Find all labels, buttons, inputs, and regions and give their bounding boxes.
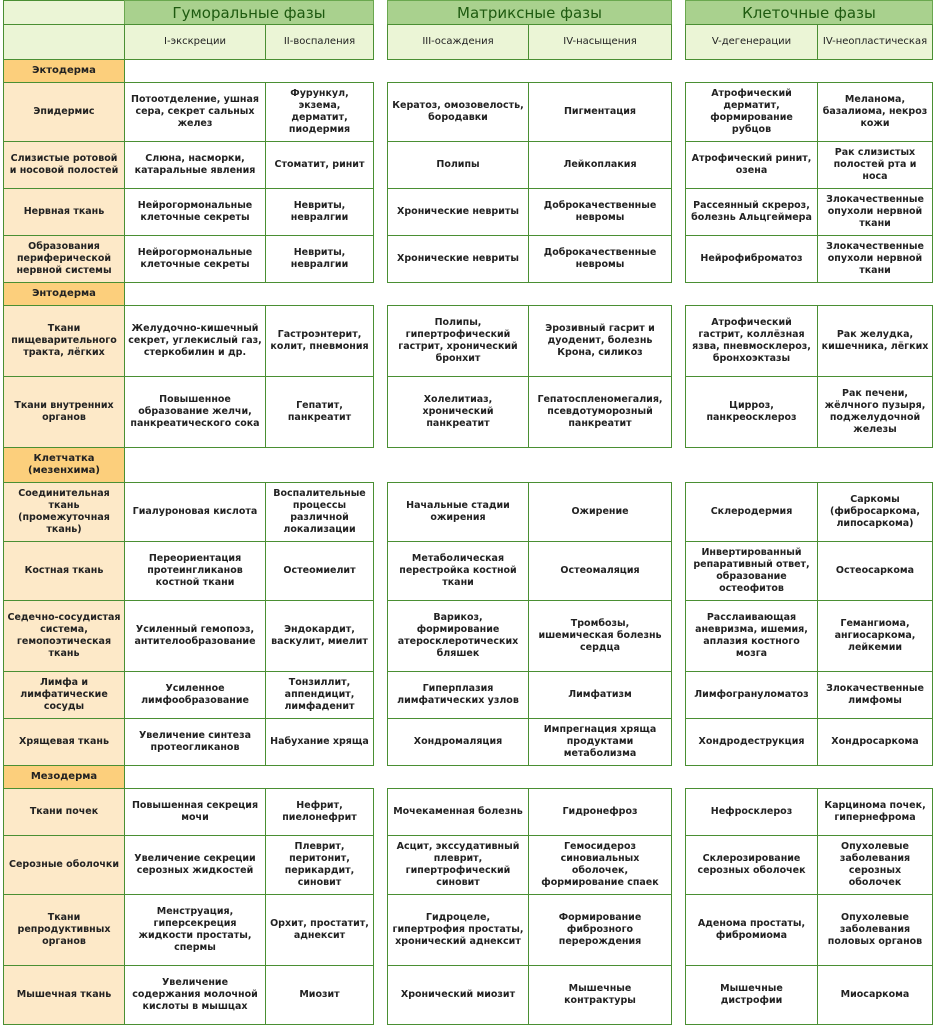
- table-cell-0-2: Кератоз, омозовелость, бородавки: [387, 82, 529, 142]
- table-cell-12-5: Опухолевые заболевания серозных оболочек: [817, 835, 933, 895]
- table-cell-14-5: Миосаркома: [817, 965, 933, 1025]
- subphase-4: IV-насыщения: [528, 24, 672, 60]
- table-cell-11-1: Нефрит, пиелонефрит: [265, 788, 374, 836]
- table-cell-1-3: Лейкоплакия: [528, 141, 672, 189]
- table-cell-13-4: Аденома простаты, фибромиома: [685, 894, 818, 966]
- table-cell-4-3: Эрозивный гасрит и дуоденит, болезнь Крона, силикоз: [528, 305, 672, 377]
- header-blank-sub: [3, 24, 125, 60]
- table-cell-10-5: Хондросаркома: [817, 718, 933, 766]
- section-ecto: Эктодерма: [3, 59, 125, 83]
- table-cell-3-1: Невриты, невралгии: [265, 235, 374, 283]
- table-cell-11-2: Мочекаменная болезнь: [387, 788, 529, 836]
- table-cell-1-0: Слюна, насморки, катаральные явления: [124, 141, 266, 189]
- table-cell-3-0: Нейрогормональные клеточные секреты: [124, 235, 266, 283]
- table-cell-8-0: Усиленный гемопоэз, антителообразование: [124, 600, 266, 672]
- table-cell-9-0: Усиленное лимфообразование: [124, 671, 266, 719]
- table-cell-5-5: Рак печени, жёлчного пузыря, поджелудочной железы: [817, 376, 933, 448]
- table-cell-8-2: Варикоз, формирование атеросклеротических бляшек: [387, 600, 529, 672]
- table-cell-7-4: Инвертированный репаративный ответ, образование остеофитов: [685, 541, 818, 601]
- table-cell-10-1: Набухание хряща: [265, 718, 374, 766]
- row-label-13: Ткани репродуктивных органов: [3, 894, 125, 966]
- table-cell-13-2: Гидроцеле, гипертрофия простаты, хронический аднексит: [387, 894, 529, 966]
- table-cell-3-4: Нейрофиброматоз: [685, 235, 818, 283]
- table-cell-8-4: Расслаивающая аневризма, ишемия, аплазия костного мозга: [685, 600, 818, 672]
- table-cell-0-5: Меланома, базалиома, некроз кожи: [817, 82, 933, 142]
- table-cell-4-0: Желудочно-кишечный секрет, углекислый газ, стеркобилин и др.: [124, 305, 266, 377]
- table-cell-14-2: Хронический миозит: [387, 965, 529, 1025]
- table-cell-4-5: Рак желудка, кишечника, лёгких: [817, 305, 933, 377]
- phase-humoral: Гуморальные фазы: [124, 0, 374, 25]
- table-cell-5-3: Гепатоспленомегалия, псевдотуморозный панкреатит: [528, 376, 672, 448]
- table-cell-4-2: Полипы, гипертрофический гастрит, хронический бронхит: [387, 305, 529, 377]
- table-cell-10-2: Хондромаляция: [387, 718, 529, 766]
- table-cell-7-1: Остеомиелит: [265, 541, 374, 601]
- table-cell-9-5: Злокачественные лимфомы: [817, 671, 933, 719]
- table-cell-7-0: Переориентация протеингликанов костной ткани: [124, 541, 266, 601]
- subphase-5: V-дегенерации: [685, 24, 818, 60]
- table-cell-7-5: Остеосаркома: [817, 541, 933, 601]
- table-cell-12-1: Плеврит, перитонит, перикардит, синовит: [265, 835, 374, 895]
- table-cell-8-1: Эндокардит, васкулит, миелит: [265, 600, 374, 672]
- table-cell-5-1: Гепатит, панкреатит: [265, 376, 374, 448]
- table-cell-6-1: Воспалительные процессы различной локализации: [265, 482, 374, 542]
- table-cell-12-4: Склерозирование серозных оболочек: [685, 835, 818, 895]
- section-mesench: Клетчатка (мезенхима): [3, 447, 125, 483]
- table-cell-9-3: Лимфатизм: [528, 671, 672, 719]
- section-meso: Мезодерма: [3, 765, 125, 789]
- table-cell-1-5: Рак слизистых полостей рта и носа: [817, 141, 933, 189]
- table-cell-5-2: Холелитиаз, хронический панкреатит: [387, 376, 529, 448]
- row-label-14: Мышечная ткань: [3, 965, 125, 1025]
- table-cell-13-3: Формирование фиброзного перерождения: [528, 894, 672, 966]
- table-cell-1-2: Полипы: [387, 141, 529, 189]
- table-cell-6-4: Склеродермия: [685, 482, 818, 542]
- table-cell-14-0: Увеличение содержания молочной кислоты в мышцах: [124, 965, 266, 1025]
- subphase-2: II-воспаления: [265, 24, 374, 60]
- table-cell-3-5: Злокачественные опухоли нервной ткани: [817, 235, 933, 283]
- table-cell-14-1: Миозит: [265, 965, 374, 1025]
- row-label-5: Ткани внутренних органов: [3, 376, 125, 448]
- row-label-2: Нервная ткань: [3, 188, 125, 236]
- table-cell-3-3: Доброкачественные невромы: [528, 235, 672, 283]
- section-endo: Энтодерма: [3, 282, 125, 306]
- table-cell-13-0: Менструация, гиперсекреция жидкости простаты, спермы: [124, 894, 266, 966]
- row-label-11: Ткани почек: [3, 788, 125, 836]
- table-cell-11-5: Карцинома почек, гипернефрома: [817, 788, 933, 836]
- table-cell-5-0: Повышенное образование желчи, панкреатического сока: [124, 376, 266, 448]
- table-cell-12-2: Асцит, экссудативный плеврит, гипертрофический синовит: [387, 835, 529, 895]
- table-cell-6-2: Начальные стадии ожирения: [387, 482, 529, 542]
- table-cell-0-3: Пигментация: [528, 82, 672, 142]
- table-cell-2-0: Нейрогормональные клеточные секреты: [124, 188, 266, 236]
- subphase-1: I-экскреции: [124, 24, 266, 60]
- table-cell-10-4: Хондродеструкция: [685, 718, 818, 766]
- table-cell-2-2: Хронические невриты: [387, 188, 529, 236]
- table-cell-8-5: Гемангиома, ангиосаркома, лейкемии: [817, 600, 933, 672]
- subphase-3: III-осаждения: [387, 24, 529, 60]
- table-cell-7-2: Метаболическая перестройка костной ткани: [387, 541, 529, 601]
- table-cell-2-5: Злокачественные опухоли нервной ткани: [817, 188, 933, 236]
- phase-matrix: Матриксные фазы: [387, 0, 672, 25]
- table-cell-1-4: Атрофический ринит, озена: [685, 141, 818, 189]
- table-cell-2-4: Рассеянный скрероз, болезнь Альцгеймера: [685, 188, 818, 236]
- table-cell-6-5: Саркомы (фибросаркома, липосаркома): [817, 482, 933, 542]
- table-cell-11-3: Гидронефроз: [528, 788, 672, 836]
- table-cell-12-3: Гемосидероз синовиальных оболочек, формирование спаек: [528, 835, 672, 895]
- table-cell-5-4: Цирроз, панкреосклероз: [685, 376, 818, 448]
- table-cell-0-4: Атрофический дерматит, формирование рубцов: [685, 82, 818, 142]
- row-label-0: Эпидермис: [3, 82, 125, 142]
- table-cell-11-4: Нефросклероз: [685, 788, 818, 836]
- row-label-3: Образования периферической нервной системы: [3, 235, 125, 283]
- phase-cellular: Клеточные фазы: [685, 0, 933, 25]
- table-cell-14-3: Мышечные контрактуры: [528, 965, 672, 1025]
- table-cell-8-3: Тромбозы, ишемическая болезнь сердца: [528, 600, 672, 672]
- table-cell-1-1: Стоматит, ринит: [265, 141, 374, 189]
- table-cell-6-0: Гиалуроновая кислота: [124, 482, 266, 542]
- row-label-6: Соединительная ткань (промежуточная ткань): [3, 482, 125, 542]
- table-cell-0-0: Потоотделение, ушная сера, секрет сальных желез: [124, 82, 266, 142]
- table-cell-2-3: Доброкачественные невромы: [528, 188, 672, 236]
- header-blank-top: [3, 0, 125, 25]
- row-label-9: Лимфа и лимфатические сосуды: [3, 671, 125, 719]
- table-cell-9-4: Лимфогрануломатоз: [685, 671, 818, 719]
- row-label-10: Хрящевая ткань: [3, 718, 125, 766]
- table-cell-10-3: Импрегнация хряща продуктами метаболизма: [528, 718, 672, 766]
- table-cell-10-0: Увеличение синтеза протеогликанов: [124, 718, 266, 766]
- table-cell-9-1: Тонзиллит, аппендицит, лимфаденит: [265, 671, 374, 719]
- table-cell-3-2: Хронические невриты: [387, 235, 529, 283]
- table-cell-12-0: Увеличение секреции серозных жидкостей: [124, 835, 266, 895]
- table-cell-6-3: Ожирение: [528, 482, 672, 542]
- subphase-6: IV-неопластическая: [817, 24, 933, 60]
- row-label-12: Серозные оболочки: [3, 835, 125, 895]
- table-cell-4-1: Гастроэнтерит, колит, пневмония: [265, 305, 374, 377]
- table-cell-11-0: Повышенная секреция мочи: [124, 788, 266, 836]
- table-cell-2-1: Невриты, невралгии: [265, 188, 374, 236]
- table-cell-4-4: Атрофический гастрит, коллёзная язва, пневмосклероз, бронхоэктазы: [685, 305, 818, 377]
- row-label-7: Костная ткань: [3, 541, 125, 601]
- row-label-8: Седечно-сосудистая система, гемопоэтическая ткань: [3, 600, 125, 672]
- table-cell-14-4: Мышечные дистрофии: [685, 965, 818, 1025]
- table-cell-13-5: Опухолевые заболевания половых органов: [817, 894, 933, 966]
- row-label-4: Ткани пищеварительного тракта, лёгких: [3, 305, 125, 377]
- table-cell-7-3: Остеомаляция: [528, 541, 672, 601]
- table-cell-9-2: Гиперплазия лимфатических узлов: [387, 671, 529, 719]
- table-cell-13-1: Орхит, простатит, аднексит: [265, 894, 374, 966]
- row-label-1: Слизистые ротовой и носовой полостей: [3, 141, 125, 189]
- table-cell-0-1: Фурункул, экзема, дерматит, пиодермия: [265, 82, 374, 142]
